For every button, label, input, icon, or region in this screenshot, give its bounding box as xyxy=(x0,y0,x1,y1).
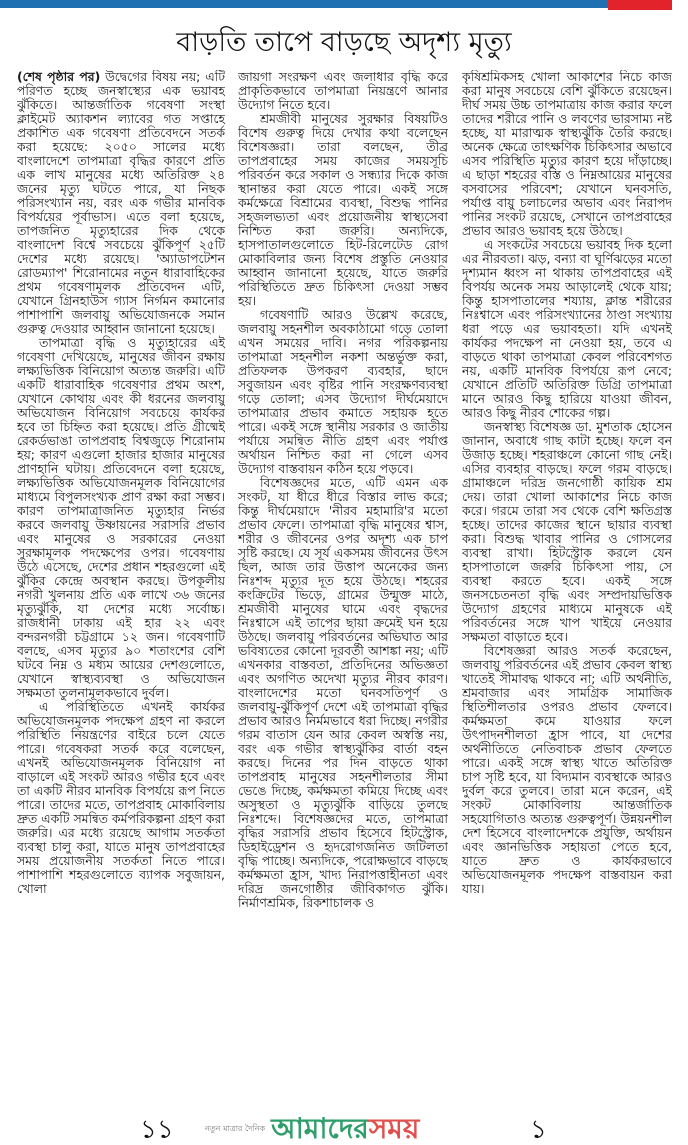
paragraph xyxy=(17,70,225,336)
paragraph: বিশেষজ্ঞরা আরও সতর্ক করেছেন, জলবায়ু পরিবর্তনের এই প্রভাব কেবল স্বাস্থ্য খাতেই সীমাবদ্ধ থাকবে না; এটি অর্থনীতি, শ্রমবাজার এবং সামগ্রিক সামাজিক স্থিতিশীলতার ওপরও প্রভাব ফেলবে। কর্মক্ষমতা কমে যাওয়ার ফলে উৎপাদনশীলতা হ্রাস পাবে, যা দেশের অর্থনীতিতে নেতিবাচক প্রভাব ফেলতে পারে। একই সঙ্গে স্বাস্থ্য খাতে অতিরিক্ত চাপ সৃষ্টি হবে, যা বিদ্যমান ব্যবস্থাকে আরও দুর্বল করে তুলবে। তারা মনে করেন, এই সংকট মোকাবিলায় আন্তর্জাতিক সহযোগিতাও অত্যন্ত গুরুত্বপূর্ণ। উন্নয়নশীল দেশ হিসেবে বাংলাদেশকে প্রযুক্তি, অর্থায়ন এবং জ্ঞানভিত্তিক সহায়তা পেতে হবে, যাতে দ্রুত ও কার্যকরভাবে অভিযোজনমূলক পদক্ষেপ বাস্তবায়ন করা যায়। xyxy=(462,643,672,896)
continued-from-label: (শেষ পৃষ্ঠার পর) xyxy=(17,70,101,84)
watermark-part-2: সময় xyxy=(368,1113,420,1144)
paragraph: জায়গা সংরক্ষণ এবং জলাধার বৃদ্ধি করে প্রাকৃতিকভাবে তাপমাত্রা নিয়ন্ত্রণে আনার উদ্যোগ নিতে হবে। xyxy=(238,70,448,112)
article-column-1 xyxy=(17,70,225,1112)
paragraph: এ সংকটের সবচেয়ে ভয়াবহ দিক হলো এর নীরবতা। ঝড়, বন্যা বা ঘূর্ণিঝড়ের মতো দৃশ্যমান ধ্বংস না থাকায় তাপপ্রবাহের এই বিপর্যয় অনেক সময় আড়ালেই থেকে যায়; কিন্তু হাসপাতালের শয্যায়, ক্লান্ত শরীরের নিঃশ্বাসে এবং পরিসংখ্যানের ঠাণ্ডা সংখ্যায় ধরা পড়ে এর ভয়াবহতা। যদি এখনই কার্যকর পদক্ষেপ না নেওয়া হয়, তবে এ বাড়তে থাকা তাপমাত্রা কেবল পরিবেশগত নয়, একটি মানবিক বিপর্যয়ে রূপ নেবে; যেখানে প্রতিটি অতিরিক্ত ডিগ্রি তাপমাত্রা মানে আরও কিছু হারিয়ে যাওয়া জীবন, আরও কিছু নীরব শোকের গল্প। xyxy=(462,237,672,420)
newspaper-watermark-logo xyxy=(205,1113,505,1144)
top-accent-block xyxy=(608,0,672,10)
paragraph: শ্রমজীবী মানুষের সুরক্ষার বিষয়টিও বিশেষ গুরুত্ব দিয়ে দেখার কথা বলেছেন বিশেষজ্ঞরা। তারা বলছেন, তীব্র তাপপ্রবাহের সময় কাজের সময়সূচি পরিবর্তন করে সকাল ও সন্ধ্যার দিকে কাজ স্থানান্তর করা যেতে পারে। একই সঙ্গে কর্মক্ষেত্রে বিশ্রামের ব্যবস্থা, বিশুদ্ধ পানির সহজলভ্যতা এবং প্রয়োজনীয় স্বাস্থ্যসেবা নিশ্চিত করা জরুরি। অন্যদিকে, হাসপাতালগুলোতে হিট-রিলেটেড রোগ মোকাবিলার জন্য বিশেষ প্রস্তুতি নেওয়ার আহ্বান জানানো হয়েছে, যাতে জরুরি পরিস্থিতিতে দ্রুত চিকিৎসা দেওয়া সম্ভব হয়। xyxy=(238,111,448,308)
top-color-bar xyxy=(0,0,608,8)
page-number-left: ১১ xyxy=(140,1115,174,1145)
paragraph: তাপমাত্রা বৃদ্ধি ও মৃত্যুহারের এই গবেষণা দেখিয়েছে, মানুষের জীবন রক্ষায় লক্ষ্যভিত্তিক বিনিয়োগ অত্যন্ত জরুরি। এটি একটি ধারাবাহিক গবেষণার প্রথম অংশ, যেখানে কোথায় এবং কী ধরনের জলবায়ু অভিযোজন বিনিয়োগ সবচেয়ে কার্যকর হবে তা চিহ্নিত করা হয়েছে। প্রতি গ্রীষ্মেই রেকর্ডভাঙা তাপপ্রবাহ বিশ্বজুড়ে শিরোনাম হয়; কারণ এগুলো হাজার হাজার মানুষের প্রাণহানি ঘটায়। প্রতিবেদনে বলা হয়েছে, লক্ষ্যভিত্তিক অভিযোজনমূলক বিনিয়োগের মাধ্যমে বিপুলসংখ্যক প্রাণ রক্ষা করা সম্ভব। কারণ তাপমাত্রাজনিত মৃত্যুহার নির্ভর করবে জলবায়ু উষ্ণায়নের সরাসরি প্রভাব এবং মানুষের ও সরকারের নেওয়া সুরক্ষামূলক পদক্ষেপের ওপর। গবেষণায় উঠে এসেছে, দেশের প্রধান শহরগুলো এই ঝুঁকির কেন্দ্রে অবস্থান করছে। উপকূলীয় নগরী খুলনায় প্রতি এক লাখে ৩৬ জনের মৃত্যুঝুঁকি, যা দেশের মধ্যে সর্বোচ্চ। রাজধানী ঢাকায় এই হার ২২ এবং বন্দরনগরী চট্টগ্রামে ১২ জন। গবেষণাটি বলছে, এসব মৃত্যুর ৯০ শতাংশের বেশি ঘটবে নিম্ন ও মধ্যম আয়ের দেশগুলোতে, যেখানে স্বাস্থ্যব্যবস্থা ও অভিযোজন সক্ষমতা তুলনামূলকভাবে দুর্বল। xyxy=(17,335,225,700)
article-column-3 xyxy=(462,70,672,1112)
watermark-part-1: আমাদের xyxy=(271,1113,369,1144)
paragraph: গবেষণাটি আরও উল্লেখ করেছে, জলবায়ু সহনশীল অবকাঠামো গড়ে তোলা এখন সময়ের দাবি। নগর পরিকল্পনায় তাপমাত্রা সহনশীল নকশা অন্তর্ভুক্ত করা, প্রতিফলক উপকরণ ব্যবহার, ছাদে সবুজায়ন এবং বৃষ্টির পানি সংরক্ষণব্যবস্থা গড়ে তোলা; এসব উদ্যোগ দীর্ঘমেয়াদে তাপমাত্রার প্রভাব কমাতে সহায়ক হতে পারে। একই সঙ্গে স্থানীয় সরকার ও জাতীয় পর্যায়ে সমন্বিত নীতি গ্রহণ এবং পর্যাপ্ত অর্থায়ন নিশ্চিত করা না গেলে এসব উদ্যোগ বাস্তবায়ন কঠিন হয়ে পড়বে। xyxy=(238,307,448,476)
watermark-tagline: নতুন মাত্রার দৈনিক xyxy=(205,1124,266,1133)
article-headline: বাড়তি তাপে বাড়ছে অদৃশ্য মৃত্যু xyxy=(176,27,512,58)
page-number-right: ১ xyxy=(530,1115,547,1145)
paragraph: বিশেষজ্ঞদের মতে, এটি এমন এক সংকট, যা ধীরে ধীরে বিস্তার লাভ করে; কিন্তু দীর্ঘমেয়াদে 'নীরব মহামারি'র মতো প্রভাব ফেলে। তাপমাত্রা বৃদ্ধি মানুষের শ্বাস, শরীর ও জীবনের ওপর অদৃশ্য এক চাপ সৃষ্টি করছে। যে সূর্য একসময় জীবনের উৎস ছিল, আজ তার উত্তাপ অনেকের জন্য নিঃশব্দ মৃত্যুর দূত হয়ে উঠছে। শহরের কংক্রিটের ভিড়ে, গ্রামের উন্মুক্ত মাঠে, শ্রমজীবী মানুষের ঘামে এবং বৃদ্ধদের নিঃশ্বাসে এই তাপের ছায়া ক্রমেই ঘন হয়ে উঠছে। জলবায়ু পরিবর্তনের অভিঘাত আর ভবিষ্যতের কোনো দূরবর্তী আশঙ্কা নয়; এটি এখনকার বাস্তবতা, প্রতিদিনের অভিজ্ঞতা এবং অগণিত অদেখা মৃত্যুর নীরব কারণ। বাংলাদেশের মতো ঘনবসতিপূর্ণ ও জলবায়ু-ঝুঁকিপূর্ণ দেশে এই তাপমাত্রা বৃদ্ধির প্রভাব আরও নির্মমভাবে ধরা দিচ্ছে। নগরীর গরম বাতাস যেন আর কেবল অস্বস্তি নয়, বরং এক গভীর স্বাস্থ্যঝুঁকির বার্তা বহন করছে। দিনের পর দিন বাড়তে থাকা তাপপ্রবাহ মানুষের সহনশীলতার সীমা ভেঙে দিচ্ছে, কর্মক্ষমতা কমিয়ে দিচ্ছে এবং অসুস্থতা ও মৃত্যুঝুঁকি বাড়িয়ে তুলছে নিঃশব্দে। বিশেষজ্ঞদের মতে, তাপমাত্রা বৃদ্ধির সরাসরি প্রভাব হিসেবে হিটস্ট্রোক, ডিহাইড্রেশন ও হৃদরোগজনিত জটিলতা বৃদ্ধি পাচ্ছে। অন্যদিকে, পরোক্ষভাবে বাড়ছে কর্মক্ষমতা হ্রাস, খাদ্য নিরাপত্তাহীনতা এবং দরিদ্র জনগোষ্ঠীর জীবিকাগত ঝুঁকি। নির্মাণশ্রমিক, রিকশাচালক ও xyxy=(238,475,448,910)
paragraph-text: উদ্বেগের বিষয় নয়; এটি পরিণত হচ্ছে জনস্বাস্থ্যের এক ভয়াবহ ঝুঁকিতে। আন্তর্জাতিক গবেষণা সংস্থা ক্লাইমেট অ্যাকশন ল্যাবের গত সপ্তাহে প্রকাশিত এক গবেষণা প্রতিবেদনে সতর্ক করা হয়েছে: ২০৫০ সালের মধ্যে বাংলাদেশে তাপমাত্রা বৃদ্ধির কারণে প্রতি এক লাখ মানুষের মধ্যে অতিরিক্ত ২৪ জনের মৃত্যু ঘটতে পারে, যা নিছক পরিসংখ্যান নয়, বরং এক গভীর মানবিক বিপর্যয়ের পূর্বাভাস। এতে বলা হয়েছে, তাপজনিত মৃত্যুহারের দিক থেকে বাংলাদেশ বিশ্বে সবচেয়ে ঝুঁকিপূর্ণ ২৫টি দেশের মধ্যে রয়েছে। 'অ্যাডাপটেশন রোডম্যাপ' শিরোনামের নতুন ধারাবাহিকের প্রথম গবেষণামূলক প্রতিবেদন এটি, যেখানে গ্রিনহাউস গ্যাস নির্গমন কমানোর পাশাপাশি জলবায়ু অভিযোজনকে সমান গুরুত্ব দেওয়ার আহ্বান জানানো হয়েছে। xyxy=(17,70,225,336)
paragraph: জনস্বাস্থ্য বিশেষজ্ঞ ডা. মুশতাক হোসেন জানান, অবাধে গাছ কাটা হচ্ছে। ফলে বন উজাড় হচ্ছে। শহরাঞ্চলে কোনো গাছ নেই। এসির ব্যবহার বাড়ছে। ফলে গরম বাড়ছে। গ্রামাঞ্চলে দরিদ্র জনগোষ্ঠী কায়িক শ্রম দেয়। তারা খোলা আকাশের নিচে কাজ করে। গরমে তারা সব থেকে বেশি ক্ষতিগ্রস্ত হচ্ছে। তাদের কাজের স্থানে ছায়ার ব্যবস্থা করা। বিশুদ্ধ খাবার পানির ও গোসলের ব্যবস্থা রাখা। হিটস্ট্রোক করলে যেন হাসপাতালে জরুরি চিকিৎসা পায়, সে ব্যবস্থা করতে হবে। একই সঙ্গে জনসচেতনতা বৃদ্ধি এবং সম্প্রদায়ভিত্তিক উদ্যোগ গ্রহণের মাধ্যমে মানুষকে এই পরিবর্তনের সঙ্গে খাপ খাইয়ে নেওয়ার সক্ষমতা বাড়াতে হবে। xyxy=(462,419,672,644)
article-column-2 xyxy=(238,70,448,1112)
watermark-wordmark xyxy=(271,1113,419,1144)
paragraph: কৃষিশ্রমিকসহ খোলা আকাশের নিচে কাজ করা মানুষ সবচেয়ে বেশি ঝুঁকিতে রয়েছেন। দীর্ঘ সময় উচ্চ তাপমাত্রায় কাজ করার ফলে তাদের শরীরে পানি ও লবণের ভারসাম্য নষ্ট হচ্ছে, যা মারাত্মক স্বাস্থ্যঝুঁকি তৈরি করছে। অনেক ক্ষেত্রে তাৎক্ষণিক চিকিৎসার অভাবে এসব পরিস্থিতি মৃত্যুর কারণ হয়ে দাঁড়াচ্ছে। এ ছাড়া শহরের বস্তি ও নিম্নআয়ের মানুষের বসবাসের পরিবেশ; যেখানে ঘনবসতি, পর্যাপ্ত বায়ু চলাচলের অভাব এবং নিরাপদ পানির সংকট রয়েছে, সেখানে তাপপ্রবাহের প্রভাব আরও ভয়াবহ হয়ে উঠছে। xyxy=(462,70,672,238)
paragraph: এ পরিস্থিতিতে এখনই কার্যকর অভিযোজনমূলক পদক্ষেপ গ্রহণ না করলে পরিস্থিতি নিয়ন্ত্রণের বাইরে চলে যেতে পারে। গবেষকরা সতর্ক করে বলেছেন, এখনই অভিযোজনমূলক বিনিয়োগ না বাড়ালে এই সংকট আরও গভীর হবে এবং তা একটি নীরব মানবিক বিপর্যয়ে রূপ নিতে পারে। তাদের মতে, তাপপ্রবাহ মোকাবিলায় দ্রুত একটি সমন্বিত কর্মপরিকল্পনা গ্রহণ করা জরুরি। এর মধ্যে রয়েছে আগাম সতর্কতা ব্যবস্থা চালু করা, যাতে মানুষ তাপপ্রবাহের সময় প্রয়োজনীয় সতর্কতা নিতে পারে। পাশাপাশি শহরগুলোতে ব্যাপক সবুজায়ন, খোলা xyxy=(17,699,225,896)
